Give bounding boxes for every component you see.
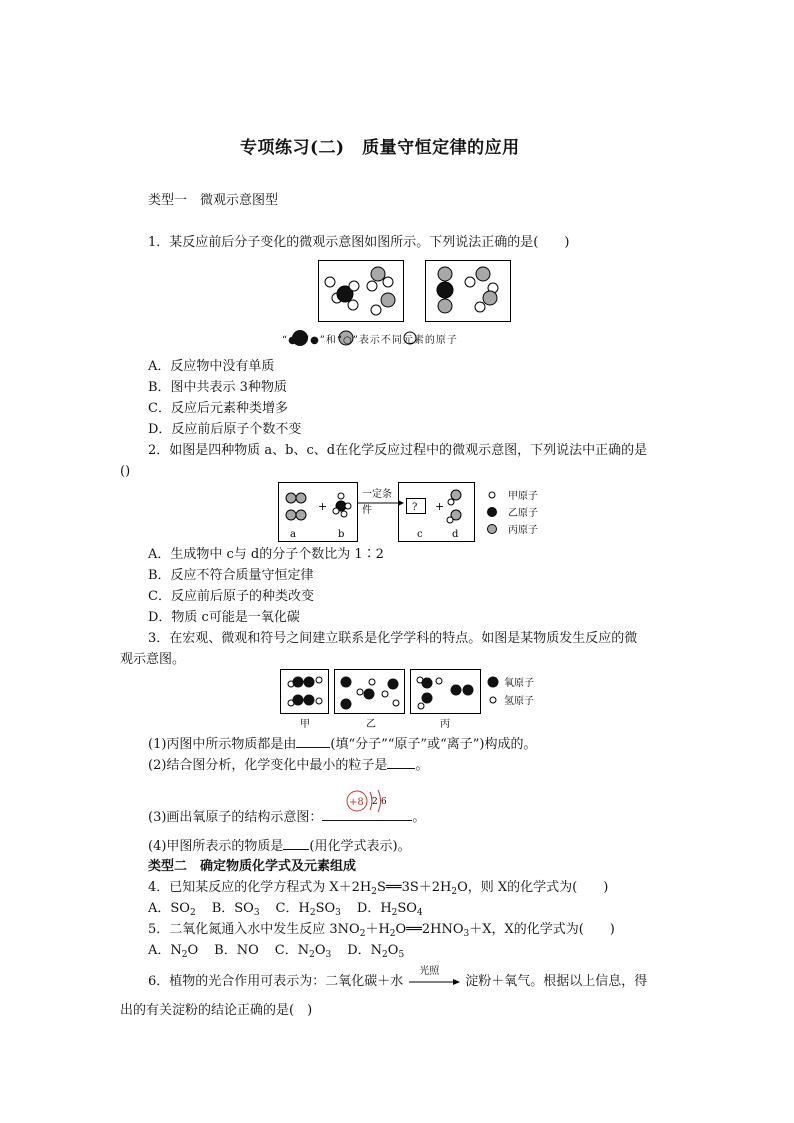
page-title: 专项练习(二) 质量守恒定律的应用 (240, 138, 520, 158)
question-2-stem: 2．如图是四种物质 a、b、c、d在化学反应过程中的微观示意图，下列说法中正确的是 (148, 443, 648, 458)
q4-option-d-mid: SO (397, 901, 417, 916)
light-arrow (403, 966, 465, 991)
section-heading-type1: 类型一 微观示意图型 (148, 193, 279, 208)
white-atom (367, 281, 377, 291)
label-a: a (290, 529, 296, 540)
q4-option-d: D．H (356, 901, 392, 916)
part-3-text-b: 。 (412, 810, 426, 825)
arrow-icon (409, 977, 461, 987)
before-box (319, 261, 404, 322)
question-6-stem (148, 966, 648, 991)
part-4-text-b: (用化学式表示)。 (309, 839, 411, 854)
part-2-text-a: (2)结合图分析，化学变化中最小的粒子是 (148, 758, 388, 773)
q5-text-d: ＋X，X的化学式为( ) (469, 922, 615, 937)
grey-atom (381, 293, 395, 307)
q5-option-d: D．N (347, 943, 383, 958)
q5-option-b: B．NO (214, 943, 259, 958)
black-atom (437, 282, 453, 298)
q5-option-c: C．N (274, 943, 310, 958)
question-1-stem: 1．某反应前后分子变化的微观示意图如图所示。下列说法正确的是( ) (148, 235, 570, 250)
white-atom (348, 300, 358, 310)
white-atom (465, 277, 475, 287)
white-atom (325, 277, 335, 287)
q4-option-b: B．SO (211, 901, 254, 916)
shell-1-count: 2 (372, 797, 378, 807)
question-3-stem-cont: 观示意图。 (120, 652, 186, 667)
part-1-text-b: (填“分子”“原子”或“离子”)构成的。 (330, 737, 537, 752)
q4-option-d-sub2: 4 (416, 908, 423, 918)
question-1-diagram (318, 260, 513, 324)
grey-atom (438, 267, 452, 281)
label-bing: 丙 (440, 719, 450, 730)
question-2-diagram (278, 482, 548, 544)
grey-atom (476, 267, 490, 281)
grey-atom (438, 299, 452, 313)
question-3-stem: 3．在宏观、微观和符号之间建立联系是化学学科的特点。如图是某物质发生反应的微 (148, 631, 638, 646)
q4-option-c-mid: SO (315, 901, 336, 916)
q5-option-d-mid: O (387, 943, 399, 958)
answer-blank-4[interactable] (283, 837, 309, 850)
q4-option-d-sub: 2 (391, 908, 398, 918)
question-3-part-4 (148, 837, 411, 856)
q5-option-a-sub: 2 (181, 950, 188, 960)
q5-text-c: O══2HNO (395, 922, 464, 937)
plus-sign: + (318, 500, 328, 513)
section-heading-type2: 类型二 确定物质化学式及元素组成 (148, 859, 357, 874)
question-2-option-b: B．反应不符合质量守恒定律 (148, 568, 314, 583)
part-3-text-a: (3)画出氧原子的结构示意图： (148, 810, 323, 825)
q5-option-d-sub: 2 (382, 950, 388, 960)
question-1-option-c: C．反应后元素种类增多 (148, 401, 288, 416)
answer-blank-2[interactable] (387, 756, 415, 769)
question-1-caption (282, 328, 547, 348)
q4-option-c-sub: 2 (309, 908, 316, 918)
condition-bottom: 件 (362, 505, 372, 516)
question-2-stem-cont: () (120, 464, 131, 479)
q5-option-d-sub2: 5 (398, 950, 405, 960)
q5-option-c-mid: O (314, 943, 326, 958)
legend-1: 甲原子 (508, 491, 538, 502)
question-3-diagram (280, 669, 550, 733)
white-atom (371, 305, 381, 315)
q6-text-b: 淀粉＋氧气。根据以上信息，得 (465, 974, 648, 989)
part-1-text-a: (1)丙图中所示物质都是由 (148, 737, 297, 752)
q6-text-a: 6．植物的光合作用可表示为：二氧化碳＋水 (148, 974, 404, 989)
question-1-option-a: A．反应物中没有单质 (148, 359, 275, 374)
question-1-option-b: B．图中共表示 3种物质 (148, 380, 287, 395)
question-2-option-a: A．生成物中 c与 d的分子个数比为 1∶2 (148, 547, 384, 562)
light-label: 光照 (419, 966, 440, 977)
legend-oxygen: 氧原子 (504, 678, 534, 689)
q4-text-a: 4．已知某反应的化学方程式为 X＋2H (148, 880, 372, 895)
white-atom (383, 277, 393, 287)
white-atom (349, 281, 359, 291)
question-3-part-1 (148, 735, 536, 754)
condition-top: 一定条 (362, 489, 392, 500)
question-2-option-c: C．反应前后原子的种类改变 (148, 589, 314, 604)
nucleus-charge: +8 (349, 797, 364, 808)
plus-sign-2: + (435, 500, 445, 513)
q5-option-a-end: O (187, 943, 199, 958)
question-5-options (148, 942, 404, 960)
q5-option-c-sub2: 3 (325, 950, 332, 960)
q5-sub-2: 2 (389, 929, 396, 939)
q4-option-a: A．SO (148, 901, 190, 916)
legend-hydrogen: 氢原子 (504, 696, 534, 707)
grey-atom (371, 267, 385, 281)
question-4-options (148, 900, 423, 918)
q5-sub-3: 3 (463, 929, 470, 939)
q4-option-c: C．H (275, 901, 310, 916)
shell-2-count: 6 (381, 797, 387, 807)
q5-text-a: 5．二氧化氮通入水中发生反应 3NO (148, 922, 360, 937)
question-2-option-d: D．物质 c可能是一氧化碳 (148, 610, 300, 625)
question-5-stem (148, 921, 615, 939)
q5-sub-1: 2 (359, 929, 366, 939)
q4-sub-2: 2 (451, 887, 458, 897)
q5-option-c-sub: 2 (309, 950, 315, 960)
question-3-part-2 (148, 756, 428, 775)
label-c: c (417, 529, 423, 540)
question-1-option-d: D．反应前后原子个数不变 (148, 422, 302, 437)
grey-atom (483, 291, 497, 305)
q5-text-b: ＋H (365, 922, 390, 937)
q4-text-b: S══3S＋2H (377, 880, 452, 895)
q4-option-b-sub: 3 (253, 908, 260, 918)
white-atom (475, 302, 485, 312)
label-d: d (452, 529, 459, 540)
legend-2: 乙原子 (508, 508, 538, 519)
question-4-stem (148, 879, 608, 897)
unknown-mark: ? (412, 502, 418, 513)
q4-sub-1: 2 (371, 887, 378, 897)
label-b: b (338, 529, 345, 540)
part-4-text-a: (4)甲图所表示的物质是 (148, 839, 284, 854)
part-2-text-b: 。 (415, 758, 429, 773)
label-yi: 乙 (366, 719, 376, 730)
q4-option-c-sub2: 3 (335, 908, 341, 918)
box-jia (281, 670, 329, 714)
oxygen-atom-structure (343, 787, 391, 817)
q4-option-a-sub: 2 (189, 908, 196, 918)
caption-text: “●”“●”和“○”表示不同元素的原子 (282, 335, 458, 346)
legend-3: 丙原子 (508, 525, 538, 536)
label-jia: 甲 (300, 719, 310, 730)
answer-blank-1[interactable] (296, 735, 330, 748)
q4-text-c: O，则 X的化学式为( ) (457, 880, 609, 895)
q5-option-a: A．N (148, 943, 182, 958)
question-6-stem-cont: 出的有关淀粉的结论正确的是( ) (120, 1003, 313, 1018)
